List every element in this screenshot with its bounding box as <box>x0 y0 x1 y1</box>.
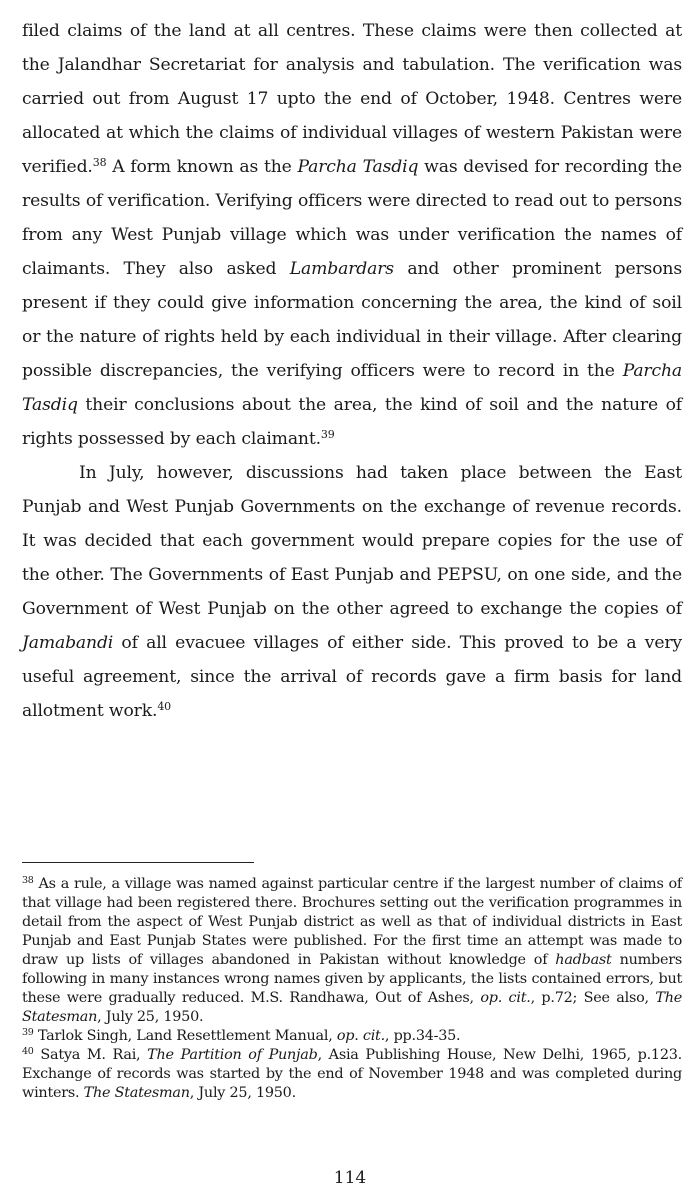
text-run: , July 25, 1950. <box>189 1085 296 1101</box>
text-run: and other prominent persons present if they could give information concerning the area, the kind of soil or the nature of rights held by each individual in their village. After clearing possible discrepancies, the verifying officers were to record in the <box>22 259 682 381</box>
footnotes-section <box>22 875 682 1103</box>
text-run: Satya M. Rai, <box>33 1047 148 1063</box>
text-run: As a rule, a village was named against particular centre if the largest number of claims of that village had been registered there. Brochures setting out the verification programmes in detail from the aspect of West Punjab district as well as that of individual districts in East Punjab and East Punjab States were published. For the first time an attempt was made to draw up lists of villages abandoned in Pakistan without knowledge of <box>22 876 682 968</box>
page-body <box>22 14 682 728</box>
footnote-39 <box>22 1027 682 1046</box>
text-run: of all evacuee villages of either side. This proved to be a very useful agreement, since the arrival of records gave a firm basis for land allotment work. <box>22 633 682 721</box>
footnote-40 <box>22 1046 682 1103</box>
text-run: numbers following in many instances wrong names given by applicants, the lists contained errors, but these were gradually reduced. M.S. Randhawa, Out of Ashes, <box>22 952 682 1006</box>
footnote-reference[interactable]: 40 <box>157 700 172 713</box>
footnote-number: 38 <box>22 875 34 886</box>
italic-term: Parcha Tasdiq <box>22 361 682 415</box>
text-run: , July 25, 1950. <box>97 1009 204 1025</box>
page-number: 114 <box>333 1168 367 1188</box>
text-run: In July, however, discussions had taken place between the East Punjab and West Punjab Governments on the exchange of revenue records. It was decided that each government would prepare copies for the use of the other. The Governments of East Punjab and PEPSU, on one side, and the Government of West Punjab on the other agreed to exchange the copies of <box>22 463 682 619</box>
body-paragraph-1 <box>22 14 682 456</box>
italic-term: The Partition of Punjab <box>147 1047 318 1063</box>
footnote-reference[interactable]: 38 <box>92 156 107 169</box>
italic-term: hadbast <box>555 952 612 968</box>
text-run: , p.72; See also, <box>530 990 656 1006</box>
italic-term: Jamabandi <box>22 633 114 653</box>
text-run: Tarlok Singh, Land Resettlement Manual, <box>33 1028 337 1044</box>
text-run: A form known as the <box>106 157 298 177</box>
footnote-reference[interactable]: 39 <box>320 428 335 441</box>
footnote-divider <box>22 862 254 863</box>
text-run: , Asia Publishing House, New Delhi, 1965, p.123. Exchange of records was started by the end of November 1948 and was completed during winters. <box>22 1047 682 1101</box>
body-paragraph-2 <box>22 456 682 728</box>
italic-term: The Statesman <box>22 990 683 1025</box>
text-run: , pp.34-35. <box>384 1028 461 1044</box>
text-run: their conclusions about the area, the kind of soil and the nature of rights possessed by each claimant. <box>22 395 682 449</box>
italic-term: Parcha Tasdiq <box>297 157 419 177</box>
text-run: filed claims of the land at all centres. These claims were then collected at the Jalandhar Secretariat for analysis and tabulation. The verification was carried out from August 17 upto the end of October, 1948. Centres were allocated at which the claims of individual villages of western Pakistan were verified. <box>22 21 682 177</box>
italic-term: The Statesman <box>83 1085 190 1101</box>
italic-term: op. cit. <box>480 990 531 1006</box>
italic-term: op. cit. <box>336 1028 385 1044</box>
footnote-number: 39 <box>22 1027 34 1038</box>
text-run: was devised for recording the results of verification. Verifying officers were directed to read out to persons from any West Punjab village which was under verification the names of claimants. They also asked <box>22 157 682 279</box>
italic-term: Lambardars <box>289 259 394 279</box>
footnote-38 <box>22 875 682 1027</box>
footnote-number: 40 <box>22 1046 34 1057</box>
